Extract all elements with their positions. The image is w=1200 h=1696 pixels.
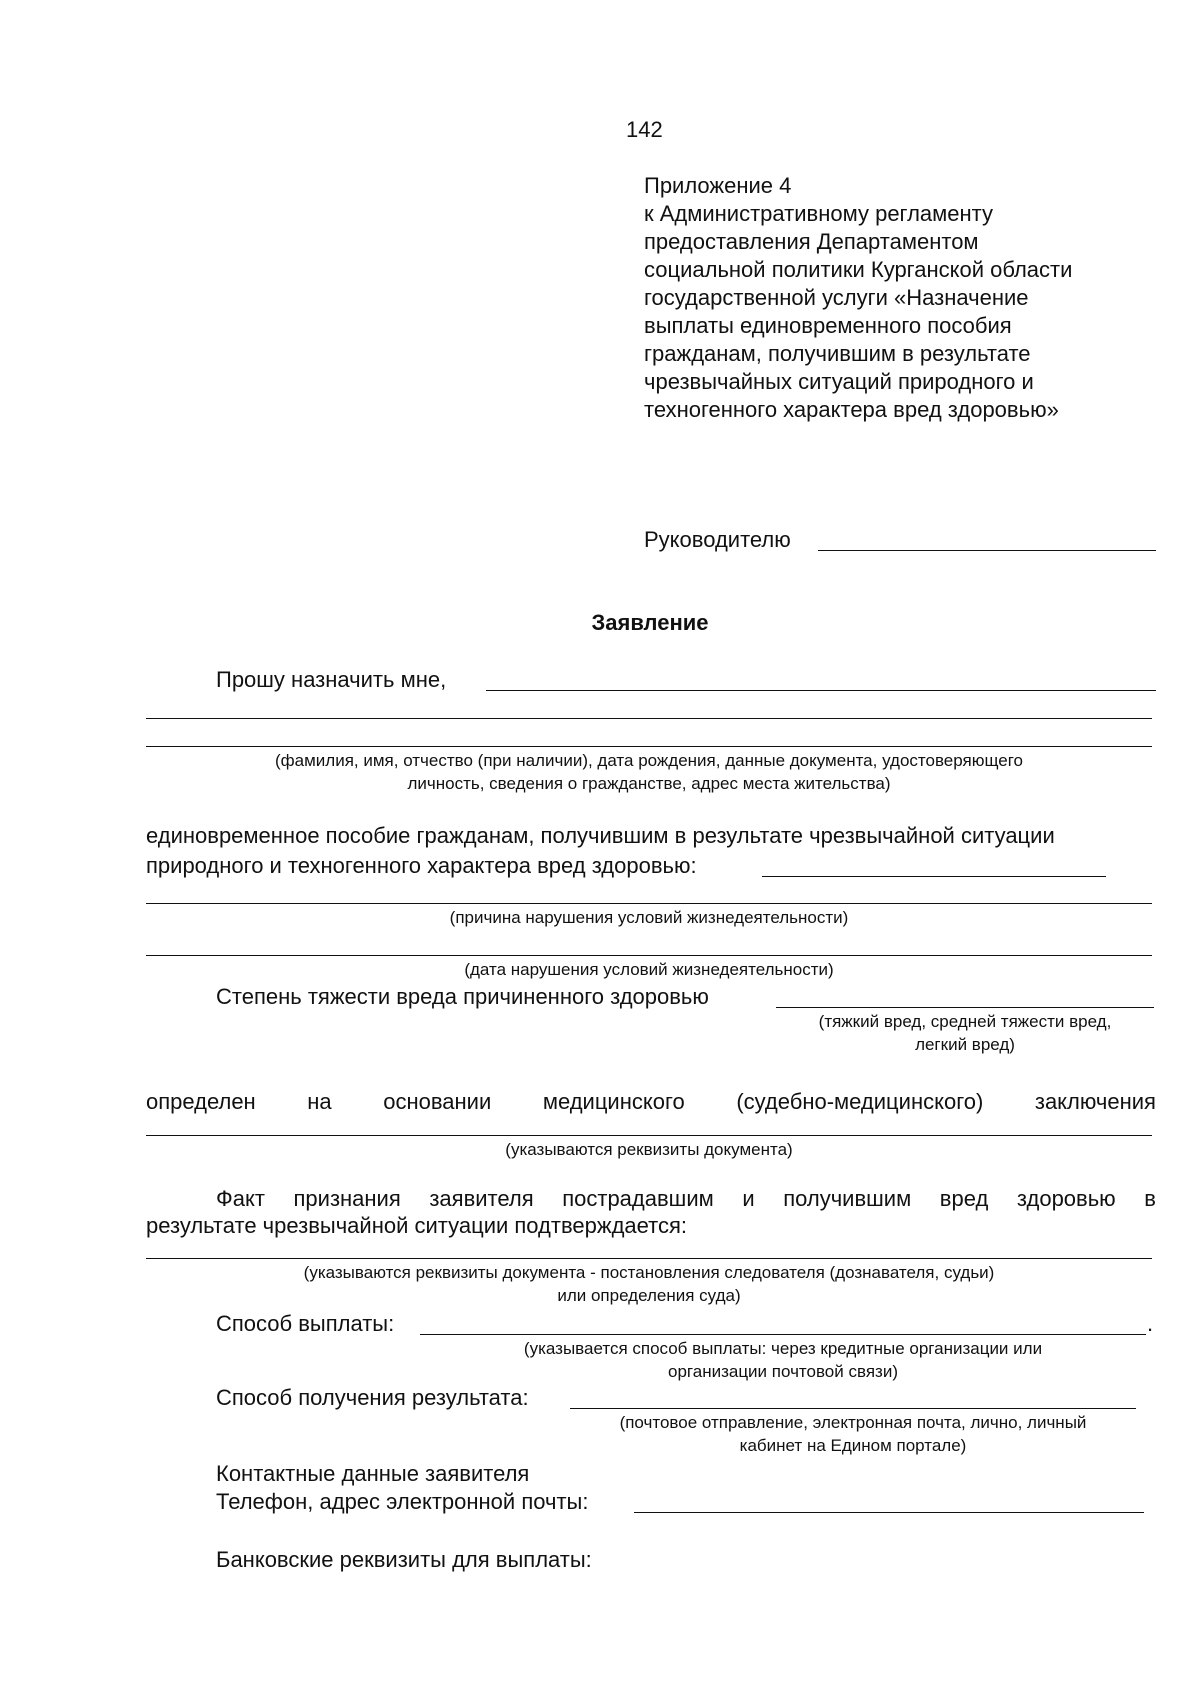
word: вред — [939, 1186, 989, 1211]
result-method-field[interactable] — [570, 1408, 1136, 1409]
word: признания — [293, 1186, 401, 1211]
hint-severity-1: (тяжкий вред, средней тяжести вред, — [818, 1012, 1112, 1031]
benefit-field[interactable] — [762, 876, 1106, 877]
contacts-label: Телефон, адрес электронной почты: — [216, 1489, 589, 1514]
hint-doc-details: (указываются реквизиты документа) — [505, 1140, 793, 1159]
word: основании — [383, 1089, 492, 1114]
hint-reason: (причина нарушения условий жизнедеятельности) — [449, 908, 849, 927]
date-field[interactable] — [146, 955, 1152, 956]
appendix-line: выплаты единовременного пособия — [644, 313, 1012, 338]
word: здоровью — [1016, 1186, 1116, 1211]
word: пострадавшим — [562, 1186, 714, 1211]
document-title: Заявление — [591, 610, 709, 635]
hint-payment-1: (указывается способ выплаты: через кредитные организации или — [523, 1339, 1043, 1358]
hint-applicant-2: личность, сведения о гражданстве, адрес места жительства) — [407, 774, 891, 793]
fact-text-2: результате чрезвычайной ситуации подтверждается: — [146, 1213, 688, 1238]
word: заявителя — [429, 1186, 534, 1211]
word: в — [1144, 1186, 1156, 1211]
hint-result-2: кабинет на Едином портале) — [739, 1436, 967, 1455]
addressee-label: Руководителю — [644, 527, 791, 552]
severity-field[interactable] — [776, 1007, 1154, 1008]
determined-line — [146, 1088, 1156, 1115]
applicant-field-3[interactable] — [146, 746, 1152, 747]
word: заключения — [1034, 1089, 1156, 1114]
word: определен — [146, 1089, 256, 1114]
appendix-line: гражданам, получившим в результате — [644, 341, 1031, 366]
bank-label: Банковские реквизиты для выплаты: — [216, 1547, 592, 1572]
word: и — [742, 1186, 755, 1211]
page-number: 142 — [626, 117, 663, 142]
contacts-field[interactable] — [634, 1512, 1144, 1513]
hint-payment-2: организации почтовой связи) — [668, 1362, 898, 1381]
appendix-line: предоставления Департаментом — [644, 229, 979, 254]
benefit-text-1: единовременное пособие гражданам, получившим в результате чрезвычайной ситуации — [146, 823, 1055, 848]
appendix-line: Приложение 4 — [644, 173, 792, 198]
benefit-text-2: природного и техногенного характера вред здоровью: — [146, 853, 697, 878]
hint-fact-2: или определения суда) — [557, 1286, 741, 1305]
appendix-line: социальной политики Курганской области — [644, 257, 1073, 282]
hint-date: (дата нарушения условий жизнедеятельности) — [464, 960, 834, 979]
word: получившим — [783, 1186, 912, 1211]
addressee-field[interactable] — [818, 550, 1156, 551]
word: на — [307, 1089, 332, 1114]
appendix-header — [644, 172, 1072, 424]
fact-line — [216, 1185, 1156, 1212]
fact-field[interactable] — [146, 1258, 1152, 1259]
severity-label: Степень тяжести вреда причиненного здоровью — [216, 984, 709, 1009]
word: медицинского — [542, 1089, 685, 1114]
hint-severity-2: легкий вред) — [915, 1035, 1015, 1054]
hint-result-1: (почтовое отправление, электронная почта, лично, личный — [619, 1413, 1087, 1432]
hint-fact-1: (указываются реквизиты документа - постановления следователя (дознавателя, судьи) — [303, 1263, 995, 1282]
doc-details-field[interactable] — [146, 1135, 1152, 1136]
applicant-field-1[interactable] — [486, 690, 1156, 691]
hint-applicant-1: (фамилия, имя, отчество (при наличии), дата рождения, данные документа, удостоверяющего — [275, 751, 1023, 770]
payment-method-period: . — [1147, 1311, 1154, 1336]
applicant-field-2[interactable] — [146, 718, 1152, 719]
appendix-line: к Административному регламенту — [644, 201, 994, 226]
appendix-line: техногенного характера вред здоровью» — [644, 397, 1059, 422]
result-method-label: Способ получения результата: — [216, 1385, 529, 1410]
payment-method-field[interactable] — [420, 1334, 1146, 1335]
contacts-heading: Контактные данные заявителя — [216, 1461, 530, 1486]
appendix-line: чрезвычайных ситуаций природного и — [644, 369, 1034, 394]
payment-method-label: Способ выплаты: — [216, 1311, 395, 1336]
word: Факт — [216, 1186, 265, 1211]
word: (судебно-медицинского) — [736, 1089, 984, 1114]
reason-field[interactable] — [146, 903, 1152, 904]
appendix-line: государственной услуги «Назначение — [644, 285, 1029, 310]
request-label: Прошу назначить мне, — [216, 667, 447, 692]
